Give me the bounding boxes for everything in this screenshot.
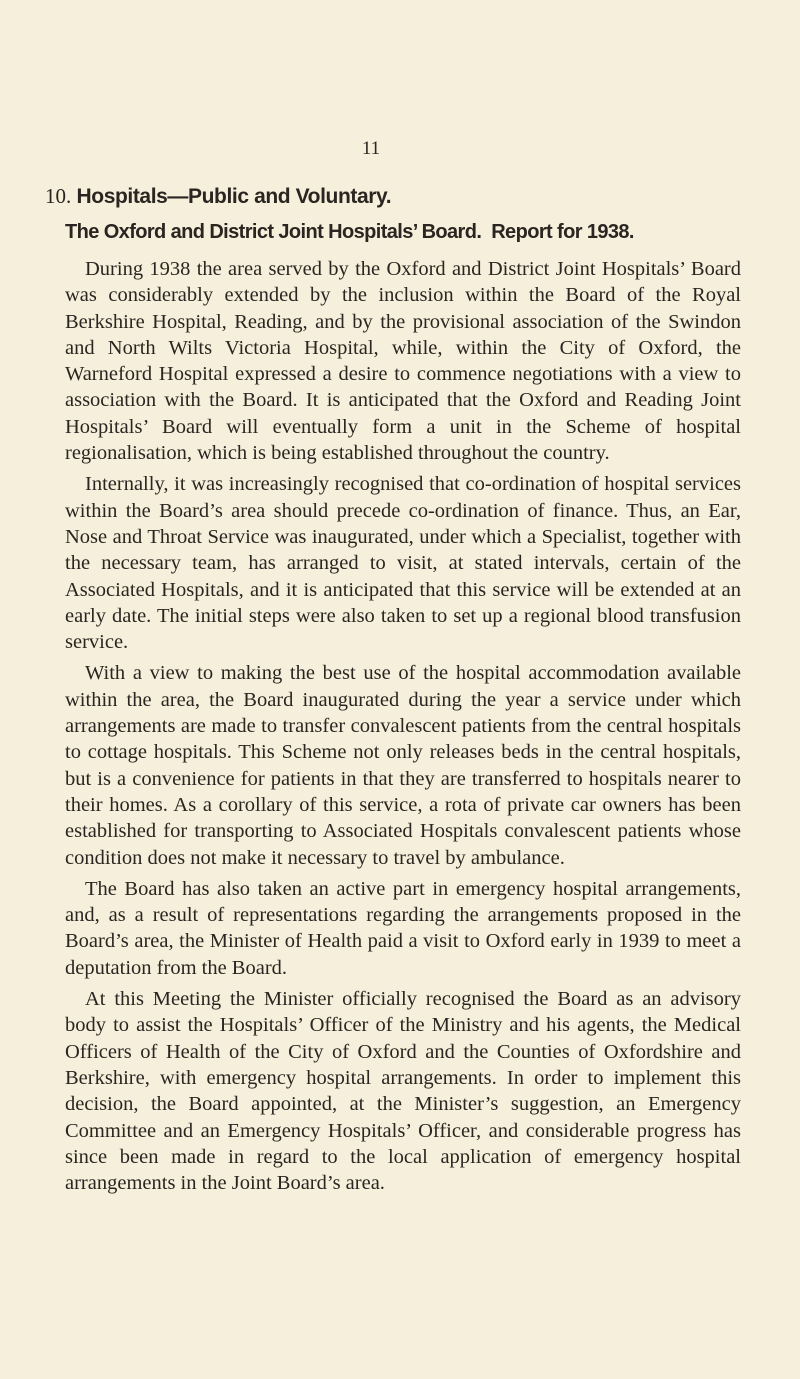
section-heading — [45, 184, 391, 209]
paragraph: The Board has also taken an active part in emergency hospital arrangements, and, as a result of representations regarding the arrangements proposed in the Board’s area, the Minister of Health paid a visit to Oxford early in 1939 to meet a deputation from the Board. — [65, 877, 741, 979]
paragraph: At this Meeting the Minister officially recognised the Board as an advisory body to assist the Hospitals’ Officer of the Ministry and his agents, the Medical Officers of Health of the City of Oxford and the Counties of Oxfordshire and Berkshire, with emergency hospital arrangements. In order to implement this decision, the Board appointed, at the Minister’s suggestion, an Emergency Committee and an Emergency Hospitals’ Officer, and considerable progress has since been made in regard to the local application of emergency hospital arrangements in the Joint Board’s area. — [65, 988, 741, 1195]
section-title: Hospitals—Public and Voluntary. — [76, 185, 392, 208]
paragraph: During 1938 the area served by the Oxford and District Joint Hospitals’ Board was considerably extended by the inclusion within the Board of the Royal Berkshire Hospital, Reading, and by the provisional association of the Swindon and North Wilts Victoria Hospital, while, within the City of Oxford, the Warneford Hospital expressed a desire to commence negotiations with a view to association with the Board. It is anticipated that the Oxford and Reading Joint Hospitals’ Board will eventually form a unit in the Scheme of hospital regionalisation, which is being established throughout the country. — [65, 258, 741, 465]
paragraph: With a view to making the best use of the hospital accommodation available within the area, the Board inaugurated during the year a service under which arrangements are made to transfer convalescent patients from the central hospitals to cottage hospitals. This Scheme not only releases beds in the central hospitals, but is a convenience for patients in that they are transferred to hospitals nearer to their homes. As a corollary of this service, a rota of private car owners has been established for transporting to Associated Hospitals convalescent patients whose condition does not make it necessary to travel by ambulance. — [65, 662, 741, 869]
paragraph: Internally, it was increasingly recognised that co-ordination of hospital services within the Board’s area should precede co-ordination of finance. Thus, an Ear, Nose and Throat Service was inaugurated, under which a Specialist, together with the necessary team, has arranged to visit, at stated intervals, certain of the Associated Hospitals, and it is anticipated that this service will be extended at an early date. The initial steps were also taken to set up a regional blood transfusion service. — [65, 473, 741, 654]
page-number: 11 — [361, 138, 381, 159]
section-number: 10. — [45, 184, 72, 208]
body-text — [65, 256, 741, 1201]
report-subtitle: The Oxford and District Joint Hospitals’ Board. Report for 1938. — [65, 221, 634, 243]
